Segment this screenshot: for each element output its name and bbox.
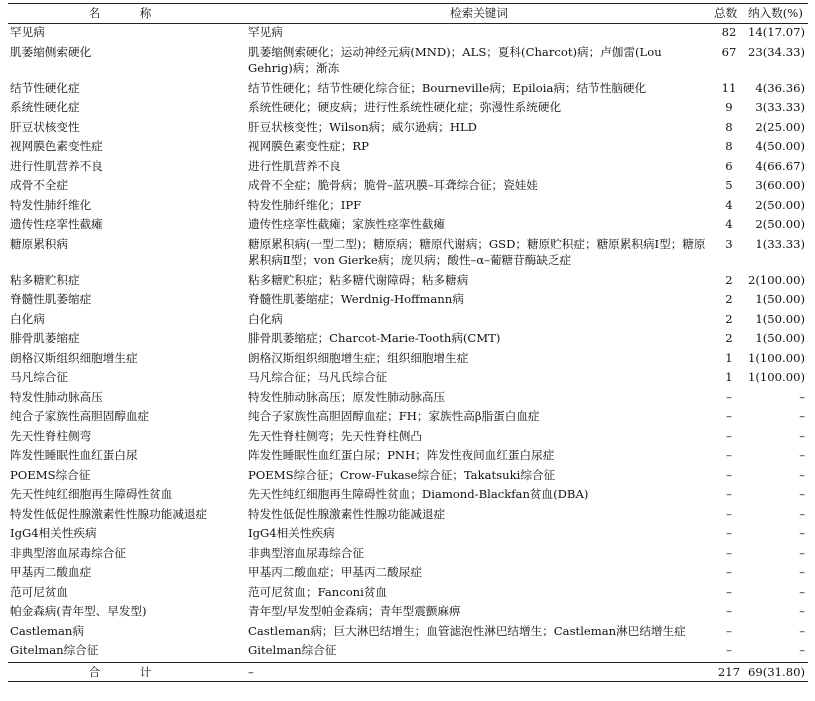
table-row [8,467,808,487]
total-cell: – [726,389,732,404]
keywords-cell: 系统性硬化；硬皮病；进行性系统性硬化症；弥漫性系统硬化 [248,100,562,114]
included-cell: – [799,506,805,521]
total-cell: – [726,604,732,618]
keywords-cell: 脊髓性肌萎缩症；Werdnig-Hoffmann病 [248,292,464,306]
total-cell: 67 [721,44,737,59]
table-container [8,3,808,682]
total-cell: 4 [725,197,733,212]
included-cell: – [799,526,805,540]
total-cell: – [726,643,732,657]
table-row [8,447,808,467]
keywords-cell: 范可尼贫血；Fanconi贫血 [248,584,388,599]
included-cell: 1(100.00) [748,350,805,365]
total-cell: 2 [725,311,733,326]
included-cell: – [799,487,805,501]
total-cell: – [726,565,732,579]
total-label: 合 计 [8,662,246,681]
keywords-cell: 罕见病 [248,25,283,39]
total-cell: – [726,448,732,462]
table-row [8,158,808,178]
keywords-cell: Castleman病；巨大淋巴结增生；血管滤泡性淋巴结增生；Castleman淋巴结增生症 [248,623,686,638]
keywords-cell: 纯合子家族性高胆固醇血症；FH；家族性高β脂蛋白血症 [248,409,540,423]
included-cell: – [799,623,805,638]
disease-name-cell: 肌萎缩侧索硬化 [10,44,92,59]
disease-name-cell: 特发性肺纤维化 [10,197,92,212]
keywords-cell: 结节性硬化；结节性硬化综合征；Bourneville病；Epiloia病；结节性脑硬化 [248,80,647,95]
disease-name-cell: 非典型溶血尿毒综合征 [10,545,126,560]
table-row [8,486,808,506]
total-cell: – [726,623,732,638]
keywords-cell: 非典型溶血尿毒综合征 [248,545,364,560]
header-keywords: 检索关键词 [246,4,712,24]
disease-name-cell: 朗格汉斯组织细胞增生症 [10,350,138,365]
table-row [8,506,808,526]
table-row [8,197,808,217]
included-cell: – [799,467,805,482]
total-cell: 8 [725,139,733,153]
included-cell: – [799,545,805,560]
included-cell: – [799,604,805,618]
keywords-cell: 白化病 [248,311,283,326]
header-total: 总数 [712,4,746,24]
total-keywords: – [246,662,712,681]
disease-name-cell: 先天性纯红细胞再生障碍性贫血 [10,487,173,501]
keywords-cell: 先天性脊柱侧弯；先天性脊柱侧凸 [248,428,422,443]
keywords-cell: 进行性肌营养不良 [248,158,341,173]
keywords-cell: 肌萎缩侧索硬化；运动神经元病(MND)；ALS；夏科(Charcot)病；卢伽雷(Lou Gehrig)病；渐冻 [248,44,662,75]
table-row [8,603,808,623]
table-row [8,311,808,331]
keywords-cell: 糖原累积病(一型二型)；糖原病；糖原代谢病；GSD；糖原贮积症；糖原累积病Ⅰ型；糖原累积病Ⅱ型；von Gierke病；庞贝病；酸性–α–葡糖苷酶缺乏症 [248,236,706,267]
total-row [8,662,808,681]
disease-name-cell: 腓骨肌萎缩症 [10,331,80,345]
included-cell: 1(50.00) [755,331,805,345]
keywords-cell: Gitelman综合征 [248,643,337,657]
keywords-cell: 遗传性痉挛性截瘫；家族性痉挛性截瘫 [248,217,446,231]
included-cell: 4(50.00) [755,139,805,153]
included-cell: 4(66.67) [755,158,805,173]
rare-disease-table [8,3,808,682]
total-cell: 8 [725,119,733,134]
table-row [8,119,808,139]
total-cell: – [726,487,732,501]
keywords-cell: 甲基丙二酸血症；甲基丙二酸尿症 [248,565,422,579]
disease-name-cell: 脊髓性肌萎缩症 [10,292,92,306]
disease-name-cell: IgG4相关性疾病 [10,526,97,540]
header-row [8,4,808,24]
table-row [8,623,808,643]
disease-name-cell: 特发性低促性腺激素性性腺功能减退症 [10,506,208,521]
table-row [8,216,808,236]
table-header [8,4,808,24]
disease-name-cell: 帕金森病(青年型、早发型) [10,604,147,618]
included-cell: 1(100.00) [748,370,805,384]
included-cell: – [799,389,805,404]
table-row [8,99,808,119]
table-row [8,177,808,197]
table-row [8,24,808,44]
total-cell: 9 [725,100,733,114]
disease-name-cell: 阵发性睡眠性血红蛋白尿 [10,448,138,462]
total-cell: 2 [725,331,733,345]
table-row [8,428,808,448]
total-cell: – [726,467,732,482]
included-cell: – [799,643,805,657]
included-cell: 1(33.33) [755,236,805,251]
table-row [8,584,808,604]
total-cell: – [726,584,732,599]
disease-name-cell: 特发性肺动脉高压 [10,389,103,404]
total-cell: 82 [721,25,737,39]
disease-name-cell: 范可尼贫血 [10,584,68,599]
disease-name-cell: 白化病 [10,311,45,326]
included-cell: 2(50.00) [755,197,805,212]
keywords-cell: 朗格汉斯组织细胞增生症；组织细胞增生症 [248,350,469,365]
total-cell: – [726,409,732,423]
included-cell: 4(36.36) [755,80,805,95]
included-cell: – [799,428,805,443]
disease-name-cell: 先天性脊柱侧弯 [10,428,92,443]
included-cell: – [799,448,805,462]
total-cell: 2 [725,292,733,306]
keywords-cell: 青年型/早发型帕金森病；青年型震颤麻痹 [248,604,461,618]
disease-name-cell: 视网膜色素变性症 [10,139,103,153]
total-cell: – [726,526,732,540]
keywords-cell: 特发性肺纤维化；IPF [248,197,362,212]
total-cell: 2 [725,272,733,287]
disease-name-cell: 进行性肌营养不良 [10,158,103,173]
keywords-cell: IgG4相关性疾病 [248,526,335,540]
keywords-cell: 阵发性睡眠性血红蛋白尿；PNH；阵发性夜间血红蛋白尿症 [248,448,555,462]
disease-name-cell: 甲基丙二酸血症 [10,565,92,579]
disease-name-cell: 罕见病 [10,25,45,39]
included-cell: 3(33.33) [755,100,805,114]
table-row [8,564,808,584]
total-cell: 1 [725,370,733,384]
keywords-cell: 腓骨肌萎缩症；Charcot-Marie-Tooth病(CMT) [248,331,501,345]
table-row [8,44,808,80]
disease-name-cell: POEMS综合征 [10,467,91,482]
disease-name-cell: Gitelman综合征 [10,643,99,657]
disease-name-cell: 粘多糖贮积症 [10,272,80,287]
header-name: 名 称 [8,4,246,24]
total-cell: – [726,506,732,521]
keywords-cell: 成骨不全症；脆骨病；脆骨–蓝巩膜–耳聋综合征；瓷娃娃 [248,178,538,192]
total-included: 69(31.80) [746,662,808,681]
table-body [8,24,808,663]
disease-name-cell: 成骨不全症 [10,178,68,192]
total-cell: 6 [725,158,733,173]
disease-name-cell: Castleman病 [10,623,84,638]
included-cell: 2(100.00) [748,272,805,287]
disease-name-cell: 马凡综合征 [10,370,68,384]
included-cell: – [799,565,805,579]
header-included: 纳入数(%) [746,4,808,24]
table-row [8,272,808,292]
disease-name-cell: 糖原累积病 [10,236,68,251]
table-row [8,408,808,428]
included-cell: 2(25.00) [755,119,805,134]
included-cell: 2(50.00) [755,217,805,231]
table-row [8,138,808,158]
keywords-cell: 肝豆状核变性；Wilson病；威尔逊病；HLD [248,119,477,134]
included-cell: 1(50.00) [755,292,805,306]
table-row [8,545,808,565]
total-cell: 11 [721,80,737,95]
table-row [8,642,808,662]
included-cell: 23(34.33) [748,44,805,59]
table-row [8,350,808,370]
table-row [8,236,808,272]
included-cell: – [799,584,805,599]
total-cell: 1 [725,350,733,365]
table-row [8,369,808,389]
disease-name-cell: 结节性硬化症 [10,80,80,95]
included-cell: 14(17.07) [748,25,805,39]
total-cell: – [726,428,732,443]
keywords-cell: 视网膜色素变性症；RP [248,139,369,153]
keywords-cell: 粘多糖贮积症；粘多糖代谢障碍；粘多糖病 [248,272,469,287]
table-row [8,80,808,100]
included-cell: – [799,409,805,423]
keywords-cell: 特发性低促性腺激素性性腺功能减退症 [248,506,446,521]
disease-name-cell: 肝豆状核变性 [10,119,80,134]
keywords-cell: 马凡综合征；马凡氏综合征 [248,370,388,384]
total-cell: 4 [725,217,733,231]
disease-name-cell: 遗传性痉挛性截瘫 [10,217,103,231]
disease-name-cell: 系统性硬化症 [10,100,80,114]
keywords-cell: 先天性纯红细胞再生障碍性贫血；Diamond-Blackfan贫血(DBA) [248,487,589,501]
total-count: 217 [712,662,746,681]
total-cell: 3 [725,236,733,251]
table-footer [8,662,808,681]
total-cell: – [726,545,732,560]
included-cell: 1(50.00) [755,311,805,326]
disease-name-cell: 纯合子家族性高胆固醇血症 [10,409,150,423]
included-cell: 3(60.00) [755,178,805,192]
table-row [8,389,808,409]
table-row [8,291,808,311]
table-row [8,525,808,545]
keywords-cell: 特发性肺动脉高压；原发性肺动脉高压 [248,389,446,404]
total-cell: 5 [725,178,733,192]
keywords-cell: POEMS综合征；Crow-Fukase综合征；Takatsuki综合征 [248,467,556,482]
table-row [8,330,808,350]
